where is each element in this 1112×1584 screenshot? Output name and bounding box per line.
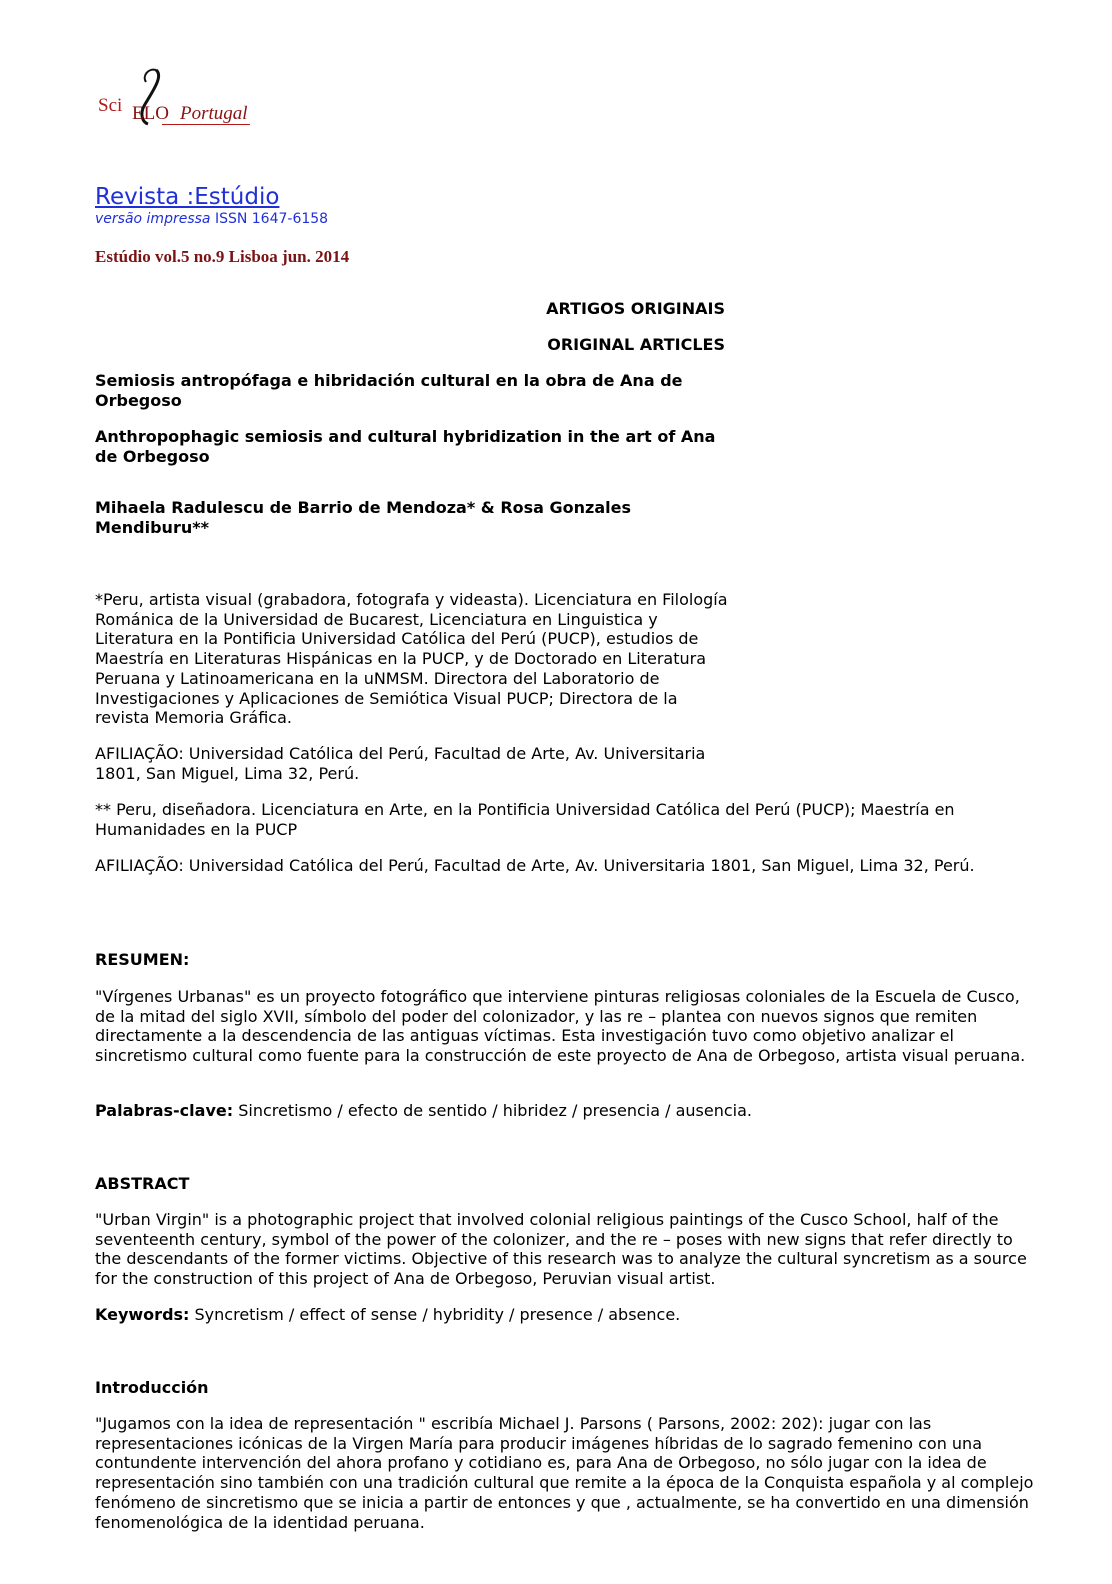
abstract-keywords-value: Syncretism / effect of sense / hybridity / presence / absence. [189,1305,681,1324]
logo-portugal-text: Portugal [180,103,248,124]
journal-title-link[interactable]: Revista :Estúdio [95,184,280,210]
resumen-keywords-label: Palabras-clave: [95,1101,234,1120]
logo-underline [162,124,250,125]
issn-line [95,210,328,228]
article-authors: Mihaela Radulescu de Barrio de Mendoza* & Rosa Gonzales Mendiburu** [95,498,631,537]
author-bio-2: ** Peru, diseñadora. Licenciatura en Arte, en la Pontificia Universidad Católica del Perú (PUCP); Maestría en Humanidades en la PUCP [95,800,955,839]
author-affiliation-1: AFILIAÇÃO: Universidad Católica del Perú, Facultad de Arte, Av. Universitaria 1801, San Miguel, Lima 32, Perú. [95,744,706,783]
article-title-es: Semiosis antropófaga e hibridación cultural en la obra de Ana de Orbegoso [95,371,683,410]
issue-info: Estúdio vol.5 no.9 Lisboa jun. 2014 [95,247,350,266]
section-type-en: ORIGINAL ARTICLES [547,335,725,354]
resumen-keywords [95,1101,1035,1121]
abstract-body: "Urban Virgin" is a photographic project that involved colonial religious paintings of the Cusco School, half of the seventeenth century, symbol of the power of the colonizer, and the re – poses with new signs that refer directly to the descendants of the former victims. Objective of this research was to analyze the cultural syncretism as a source for the construction of this project of Ana de Orbegoso, Peruvian visual artist. [95,1210,1027,1289]
abstract-heading: ABSTRACT [95,1174,190,1193]
edition-type: versão impressa [95,211,211,227]
issn: ISSN 1647-6158 [214,211,329,227]
logo-elo-text: ELO [132,103,169,124]
resumen-body: "Vírgenes Urbanas" es un proyecto fotográfico que interviene pinturas religiosas coloniales de la Escuela de Cusco, de la mitad del siglo XVII, símbolo del poder del colonizador, y las re – plantea con nuevos signos que remiten directamente a la descendencia de las antiguas víctimas. Esta investigación tuvo como objetivo analizar el sincretismo cultural como fuente para la construcción de este proyecto de Ana de Orbegoso, artista visual peruana. [95,987,1026,1066]
abstract-keywords [95,1305,1035,1325]
article-title-en: Anthropophagic semiosis and cultural hybridization in the art of Ana de Orbegoso [95,427,716,466]
introduccion-body: "Jugamos con la idea de representación " escribía Michael J. Parsons ( Parsons, 2002: 202): jugar con las representaciones icónicas de la Virgen María para producir imágenes híbridas de lo sagrado femenino con una contundente intervención del ahora profano y cotidiano es, para Ana de Orbegoso, no sólo jugar con la idea de representación sino también con una tradición cultural que remite a la época de la Conquista española y al complejo fenómeno de sincretismo que se inicia a partir de entonces y que , actualmente, se ha convertido en una dimensión fenomenológica de la identidad peruana. [95,1414,1034,1532]
section-type-pt: ARTIGOS ORIGINAIS [546,299,725,318]
author-bio-1: *Peru, artista visual (grabadora, fotografa y videasta). Licenciatura en Filología Románica de la Universidad de Bucarest, Licenciatura en Linguistica y Literatura en la Pontificia Universidad Católica del Perú (PUCP), estudios de Maestría en Literaturas Hispánicas en la PUCP, y de Doctorado en Literatura Peruana y Latinoamericana en la uNMSM. Directora del Laboratorio de Investigaciones y Aplicaciones de Semiótica Visual PUCP; Directora de la revista Memoria Gráfica. [95,590,728,728]
author-affiliation-2: AFILIAÇÃO: Universidad Católica del Perú, Facultad de Arte, Av. Universitaria 1801, San Miguel, Lima 32, Perú. [95,856,975,875]
resumen-keywords-value: Sincretismo / efecto de sentido / hibridez / presencia / ausencia. [233,1101,752,1120]
abstract-keywords-label: Keywords: [95,1305,190,1324]
scielo-portugal-logo[interactable] [98,66,258,132]
resumen-heading: RESUMEN: [95,950,190,969]
introduccion-heading: Introducción [95,1378,209,1397]
logo-sci-text: Sci [98,95,123,116]
